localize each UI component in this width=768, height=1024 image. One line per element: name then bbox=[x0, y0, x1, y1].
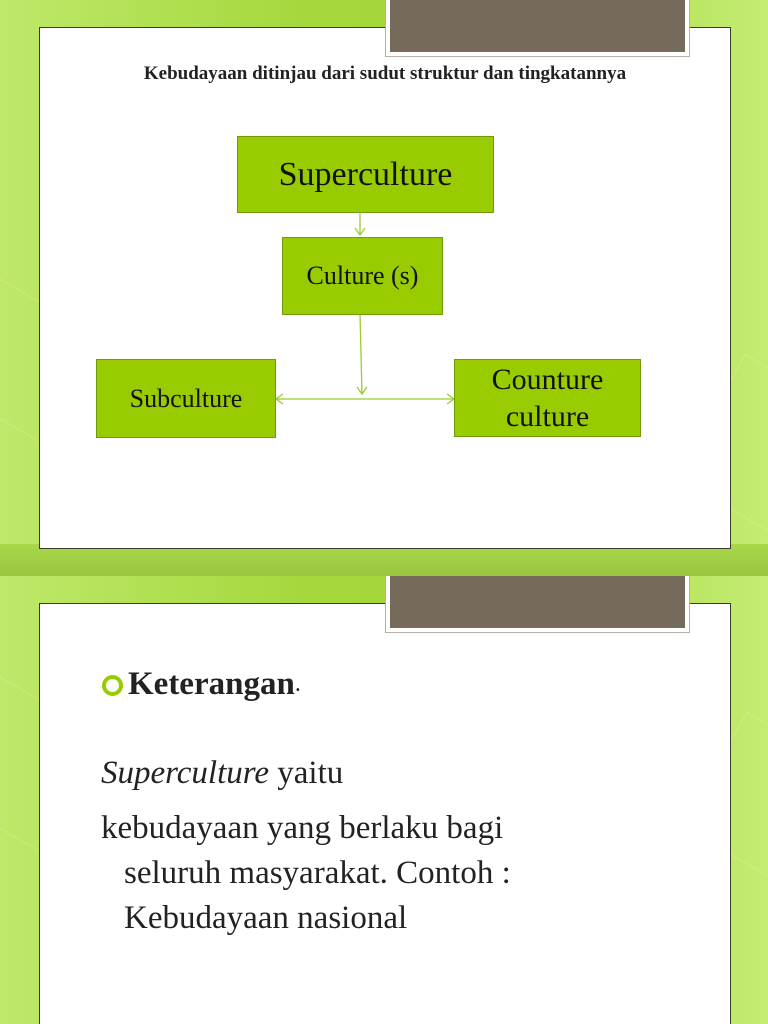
slide-2 bbox=[0, 576, 768, 1024]
slide-title: Kebudayaan ditinjau dari sudut struktur dan tingkatannya bbox=[143, 63, 627, 84]
definition-line-1: kebudayaan yang berlaku bagi bbox=[101, 810, 504, 846]
counterculture-box bbox=[454, 359, 641, 437]
heading-period: . bbox=[294, 671, 301, 697]
definition-line-2: seluruh masyarakat. Contoh : bbox=[124, 855, 511, 891]
culture-box bbox=[282, 237, 443, 315]
definition-term-line bbox=[101, 752, 343, 794]
definition-line-3: Kebudayaan nasional bbox=[124, 900, 408, 936]
slide-header-tab bbox=[386, 576, 689, 632]
bullet-heading bbox=[102, 666, 301, 703]
superculture-label: Superculture bbox=[278, 155, 453, 193]
definition-term: Superculture bbox=[101, 755, 270, 791]
subculture-box bbox=[96, 359, 276, 438]
slide-content-panel bbox=[39, 27, 731, 549]
slide-content-panel bbox=[39, 603, 731, 1024]
superculture-box bbox=[237, 136, 494, 213]
slide-header-tab bbox=[386, 0, 689, 56]
heading-text: Keterangan bbox=[128, 666, 295, 702]
counterculture-label-line1: Counture bbox=[491, 363, 604, 396]
bullet-ring-icon bbox=[102, 675, 123, 696]
subculture-label: Subculture bbox=[129, 383, 243, 413]
counterculture-label-line2: culture bbox=[505, 400, 590, 433]
definition-term-suffix: yaitu bbox=[269, 755, 344, 791]
culture-label: Culture (s) bbox=[306, 261, 419, 290]
